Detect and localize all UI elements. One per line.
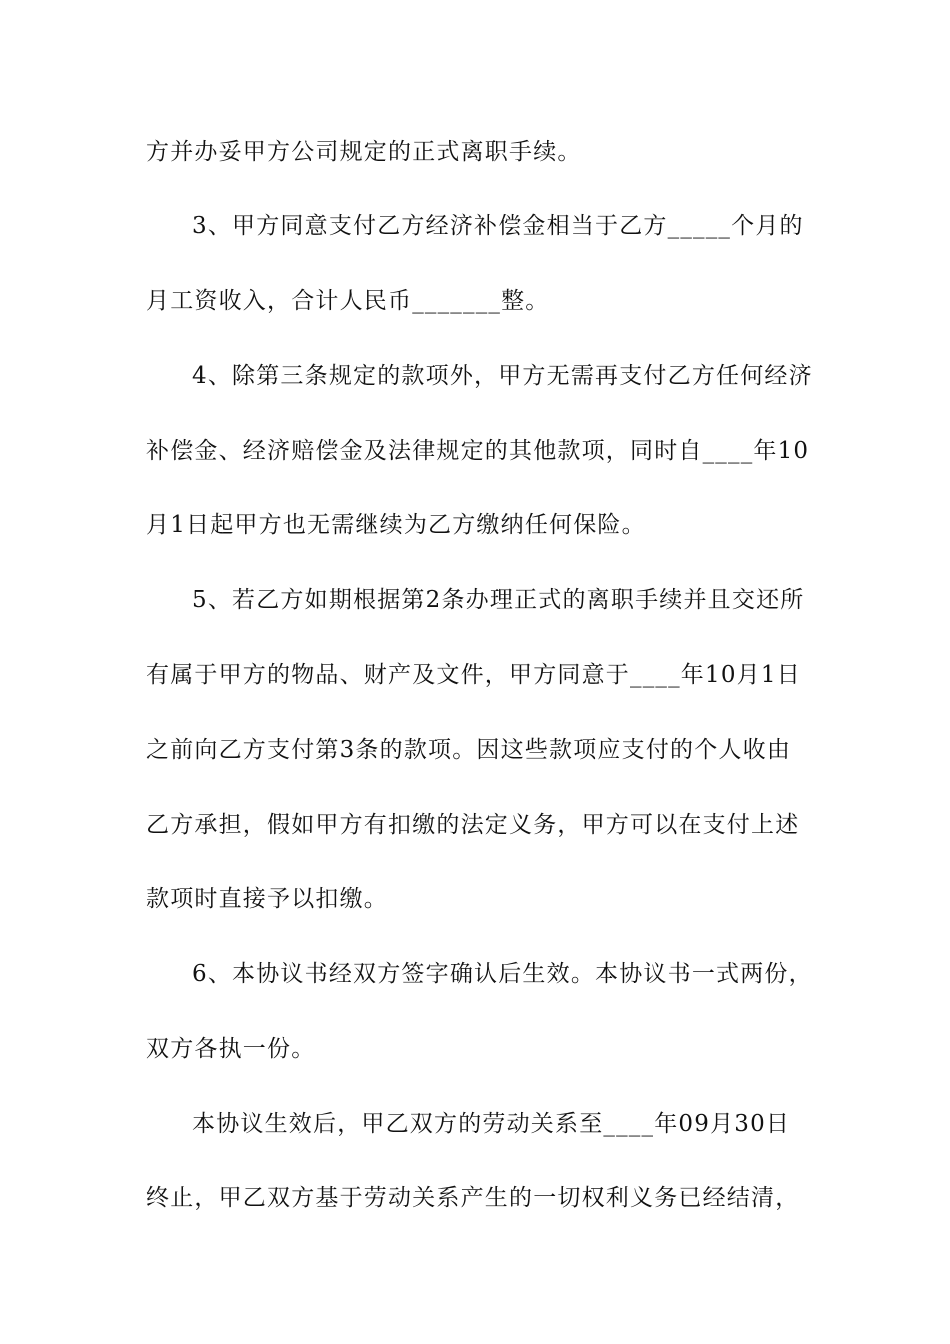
clause-5-line-1: 5、若乙方如期根据第2条办理正式的离职手续并且交还所: [192, 587, 805, 613]
clause-5-line-3: 之前向乙方支付第3条的款项。因这些款项应支付的个人收由: [146, 737, 792, 763]
clause-4-line-3: 月1日起甲方也无需继续为乙方缴纳任何保险。: [146, 512, 646, 538]
clause-4-line-2: 补偿金、经济赔偿金及法律规定的其他款项，同时自____年10: [146, 438, 810, 464]
clause-3-line-1: 3、甲方同意支付乙方经济补偿金相当于乙方_____个月的: [192, 213, 804, 239]
clause-5-line-2: 有属于甲方的物品、财产及文件，甲方同意于____年10月1日: [146, 662, 801, 688]
clause-4-line-1: 4、除第三条规定的款项外，甲方无需再支付乙方任何经济: [192, 363, 813, 389]
text-line: 方并办妥甲方公司规定的正式离职手续。: [146, 139, 582, 165]
clause-6-line-1: 6、本协议书经双方签字确认后生效。本协议书一式两份，: [192, 961, 813, 987]
clause-6-line-2: 双方各执一份。: [146, 1036, 316, 1062]
clause-5-line-5: 款项时直接予以扣缴。: [146, 886, 388, 912]
closing-line-1: 本协议生效后，甲乙双方的劳动关系至____年09月30日: [192, 1111, 791, 1137]
clause-5-line-4: 乙方承担，假如甲方有扣缴的法定义务，甲方可以在支付上述: [146, 812, 800, 838]
closing-line-2: 终止，甲乙双方基于劳动关系产生的一切权利义务已经结清，: [146, 1185, 800, 1211]
clause-3-line-2: 月工资收入，合计人民币_______整。: [146, 288, 550, 314]
